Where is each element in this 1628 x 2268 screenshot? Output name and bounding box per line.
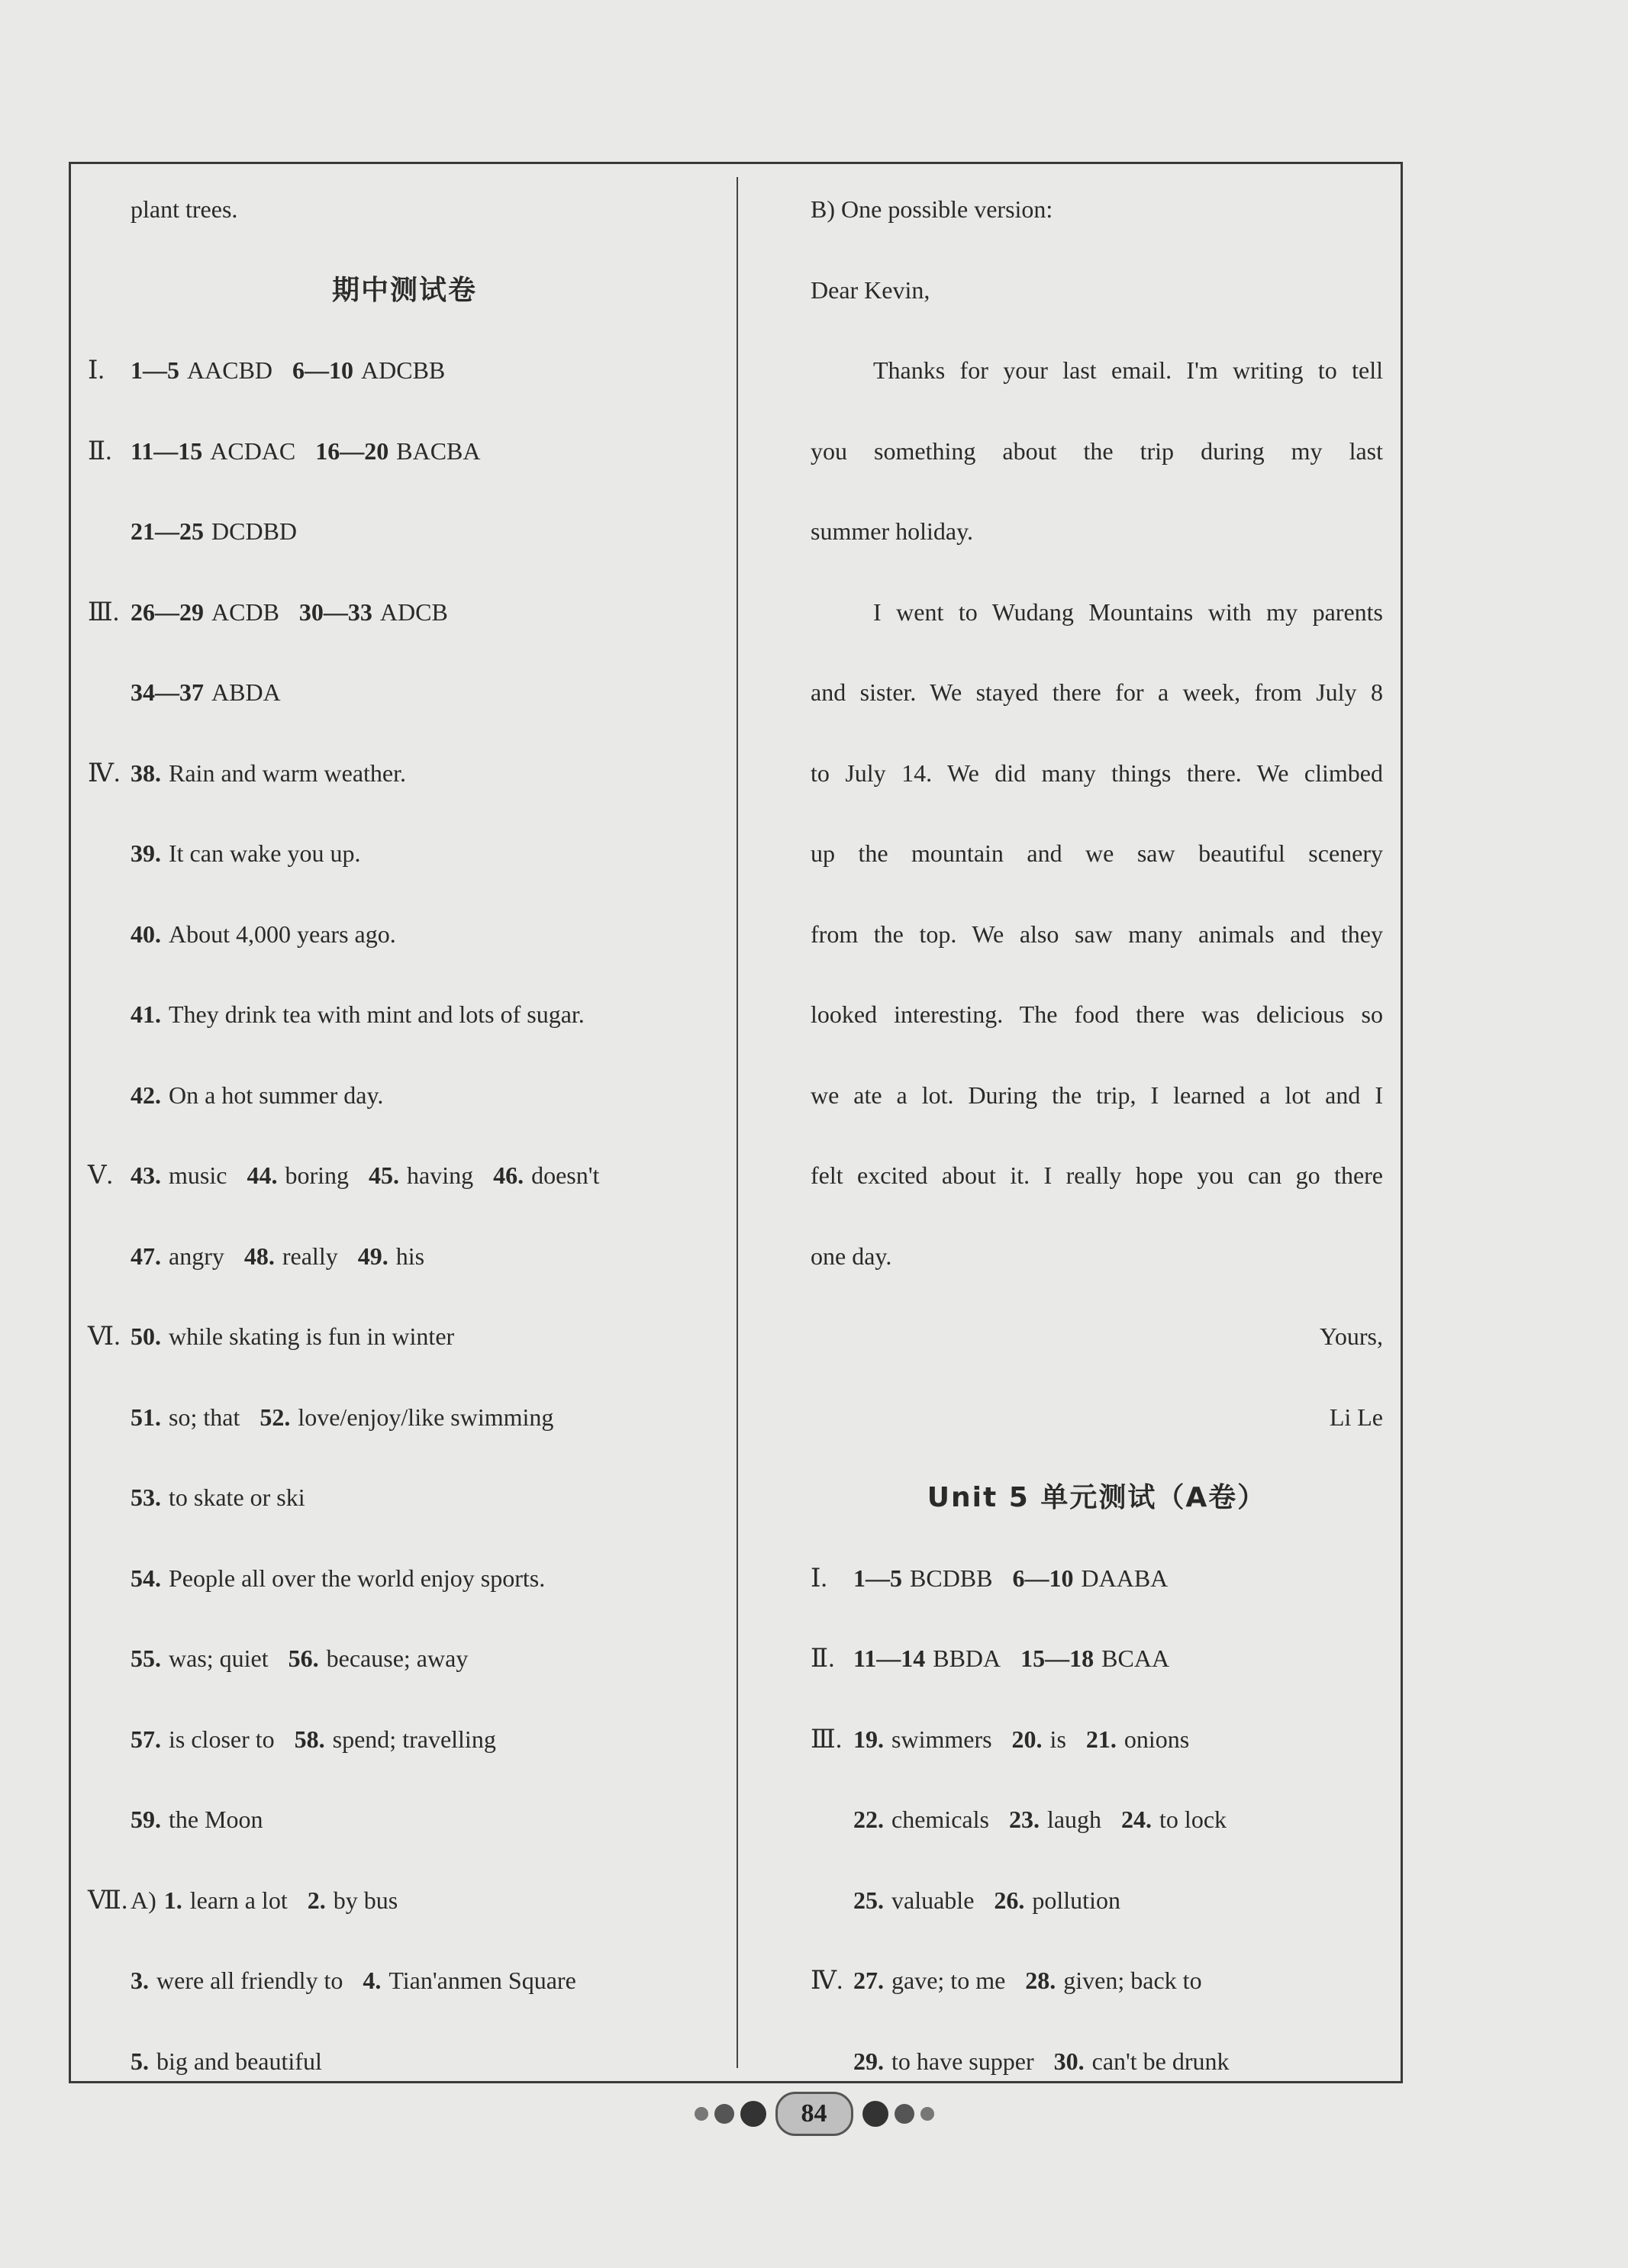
roman-numeral: Ⅴ. [88,1161,114,1190]
decor-dot-icon [740,2101,766,2127]
answer-row: 55. was; quiet 56. because; away [131,1645,469,1672]
answer-row: 59. the Moon [131,1806,263,1833]
essay-closing: Yours, [1319,1322,1383,1350]
essay-line: up the mountain and we saw beautiful scenery [811,839,1383,867]
answer-row: Ⅳ. 27. gave; to me 28. given; back to [811,1941,1383,2022]
answer-row: Ⅶ. A) 1. learn a lot 2. by bus [88,1860,721,1941]
column-divider [737,177,738,2068]
answer-row: Ⅱ. 11—14 BBDA 15—18 BCAA [811,1619,1383,1699]
roman-numeral: Ⅰ. [88,356,105,385]
answer-row: 25. valuable 26. pollution [853,1886,1120,1914]
essay-line: and sister. We stayed there for a week, from July 8 [811,678,1383,706]
roman-numeral: Ⅲ. [811,1725,843,1754]
page-number: 84 [775,2092,853,2136]
answer-row: 42. On a hot summer day. [131,1081,384,1109]
section-title-unit5: Unit 5 单元测试（A卷） [927,1482,1267,1513]
answer-row: Ⅲ. 19. swimmers 20. is 21. onions [811,1699,1383,1780]
essay-line: I went to Wudang Mountains with my parents [873,598,1383,626]
answer-row: 29. to have supper 30. can't be drunk [853,2047,1230,2075]
roman-numeral: Ⅳ. [811,1967,843,1995]
continued-line: plant trees. [131,195,238,223]
answer-row: 34—37 ABDA [131,678,281,706]
essay-header: B) One possible version: [811,195,1053,223]
decor-dot-icon [920,2107,934,2121]
answer-row: 53. to skate or ski [131,1484,305,1511]
answer-row: Ⅳ. 38. Rain and warm weather. [88,733,721,814]
decor-dot-icon [695,2107,708,2121]
answer-row: 39. It can wake you up. [131,839,361,867]
roman-numeral: Ⅳ. [88,759,121,788]
answer-row: Ⅰ. 1—5 BCDBB 6—10 DAABA [811,1538,1383,1619]
decor-dot-icon [895,2104,914,2124]
left-column [88,169,721,2102]
essay-greeting: Dear Kevin, [811,275,930,304]
answer-row: Ⅴ. 43. music 44. boring 45. having 46. doesn't [88,1136,721,1216]
answer-row: Ⅰ. 1—5 AACBD 6—10 ADCBB [88,330,721,411]
roman-numeral: Ⅲ. [88,598,120,627]
essay-line: we ate a lot. During the trip, I learned a lot and I [811,1081,1383,1109]
answer-row: 21—25 DCDBD [131,517,298,545]
decor-dot-icon [862,2101,888,2127]
page-footer [0,2091,1628,2137]
essay-line: felt excited about it. I really hope you can go there [811,1161,1383,1189]
answer-row: 41. They drink tea with mint and lots of sugar. [131,1000,585,1028]
answer-row: 47. angry 48. really 49. his [131,1242,425,1270]
roman-numeral: Ⅵ. [88,1322,121,1351]
roman-numeral: Ⅱ. [811,1645,835,1673]
answer-row: 57. is closer to 58. spend; travelling [131,1725,496,1753]
answer-row: Ⅱ. 11—15 ACDAC 16—20 BACBA [88,411,721,492]
essay-line: from the top. We also saw many animals and they [811,920,1383,948]
decor-dot-icon [714,2104,734,2124]
answer-row: Ⅵ. 50. while skating is fun in winter [88,1297,721,1377]
answer-row: 40. About 4,000 years ago. [131,920,396,948]
roman-numeral: Ⅱ. [88,437,112,466]
answer-row: 3. were all friendly to 4. Tian'anmen Square [131,1967,576,1994]
answer-row: 5. big and beautiful [131,2047,322,2075]
right-column [811,169,1383,2102]
essay-line: one day. [811,1242,892,1270]
answer-row: 54. People all over the world enjoy sports. [131,1564,546,1592]
roman-numeral: Ⅰ. [811,1564,827,1593]
answer-row: 51. so; that 52. love/enjoy/like swimming [131,1403,554,1431]
essay-line: you something about the trip during my last [811,437,1383,465]
essay-line: to July 14. We did many things there. We climbed [811,759,1383,787]
answer-row: Ⅲ. 26—29 ACDB 30—33 ADCB [88,572,721,653]
section-title-midterm: 期中测试卷 [331,274,477,306]
essay-signature: Li Le [1329,1403,1383,1431]
essay-line: looked interesting. The food there was delicious so [811,1000,1383,1028]
essay-line: summer holiday. [811,517,973,545]
essay-line: Thanks for your last email. I'm writing to tell [873,356,1383,384]
roman-numeral: Ⅶ. [88,1886,128,1915]
answer-row: 22. chemicals 23. laugh 24. to lock [853,1806,1227,1833]
